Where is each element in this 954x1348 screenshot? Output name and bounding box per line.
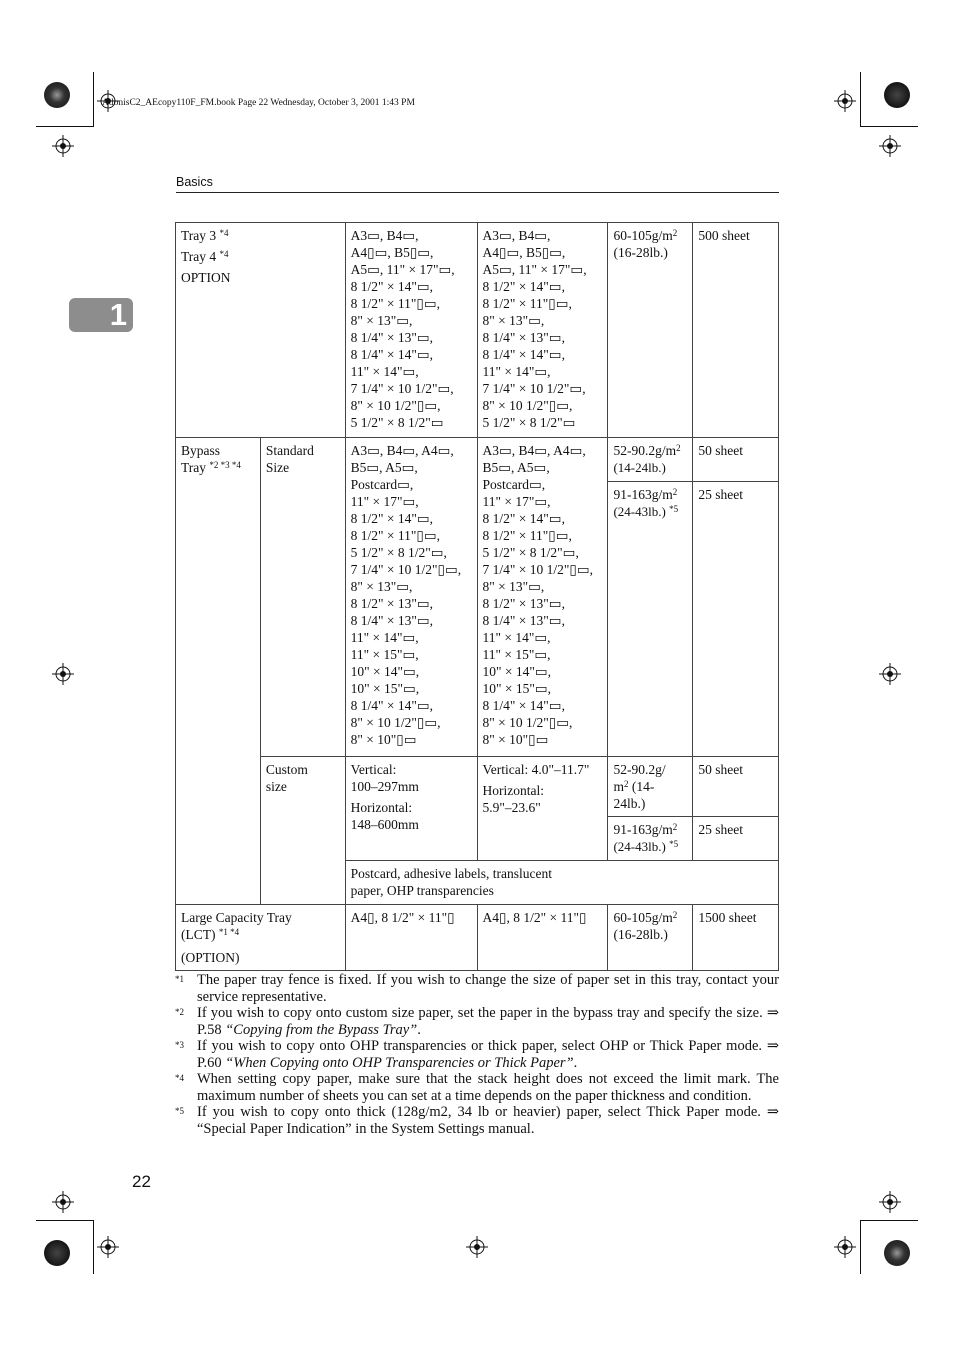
paper-size-item: 11" × 14"▭, (350, 630, 419, 645)
paper-size-item: 8" × 13"▭, (350, 579, 413, 594)
paper-size-item: 8" × 13"▭, (482, 579, 545, 594)
registration-mark-icon (52, 135, 74, 157)
paper-size-item: 8 1/2" × 11"▯▭, (350, 528, 440, 543)
color-target-icon (44, 82, 70, 108)
paper-size-item: 8 1/2" × 14"▭, (482, 511, 565, 526)
paper-size-item: 10" × 14"▭, (350, 664, 420, 679)
paper-size-item: 8 1/4" × 13"▭, (350, 613, 434, 628)
table-row (176, 905, 779, 971)
lct-inch-sizes (477, 905, 608, 971)
bypass-metric-sizes (345, 438, 477, 757)
paper-size-item: B5▭, A5▭, (482, 460, 550, 475)
tray3-label: Tray 3 $^{*4}$ (181, 228, 229, 243)
paper-size-item: 8" × 10 1/2"▯▭, (350, 715, 441, 730)
paper-size-item: 10" × 15"▭, (350, 681, 420, 696)
custom-weight-b: $91-163g/m^2$ (24-43lb.) $^{*5}$ (608, 817, 693, 861)
custom-weight-a: 52-90.2g/ $m^2$ (14- 24lb.) (608, 757, 693, 817)
paper-size-item: 8" × 10"▯▭ (482, 732, 549, 747)
paper-size-item: 11" × 15"▭, (482, 647, 551, 662)
tray4-label: Tray 4 $^{*4}$ (181, 249, 229, 264)
std-weight-b: $91-163g/m^2$ (24-43lb.) $^{*5}$ (608, 482, 693, 757)
registration-mark-icon (834, 1236, 856, 1258)
paper-size-item: 8 1/4" × 14"▭, (350, 347, 434, 362)
footnote: *5 If you wish to copy onto thick (128g/m2, 34 lb or heavier) paper, select Thick Paper mode. ⇒ “Special Paper Indication” in the System Settings manual. (175, 1104, 779, 1137)
registration-mark-icon (879, 663, 901, 685)
std-capacity-b: 25 sheet (693, 482, 779, 757)
tray34-capacity: 500 sheet (693, 223, 779, 438)
paper-size-item: 8" × 10"▯▭ (350, 732, 417, 747)
paper-size-item: A3▭, B4▭, (482, 228, 551, 243)
lct-capacity: 1500 sheet (693, 905, 779, 971)
paper-size-item: 8 1/4" × 13"▭, (482, 613, 565, 628)
footnote: *4 When setting copy paper, make sure that the stack height does not exceed the limit mark. The maximum number of sheets you can set at a time depends on the paper thickness and condition. (175, 1071, 779, 1104)
tray-option-label: OPTION (181, 270, 231, 285)
book-info: AdonisC2_AEcopy110F_FM.book Page 22 Wednesday, October 3, 2001 1:43 PM (102, 98, 415, 108)
paper-size-item: 7 1/4" × 10 1/2"▭, (350, 381, 454, 396)
table-row (176, 438, 779, 482)
paper-size-item: 8" × 13"▭, (482, 313, 545, 328)
paper-size-item: A3▭, B4▭, A4▭, (482, 443, 586, 458)
custom-metric: Vertical: 100–297mm Horizontal: 148–600mm (345, 757, 477, 861)
custom-capacity-a: 50 sheet (693, 757, 779, 817)
paper-spec-table (175, 222, 779, 971)
custom-inch: Vertical: 4.0"–11.7" Horizontal: 5.9"–23.6" (477, 757, 608, 861)
color-target-icon (884, 1240, 910, 1266)
custom-capacity-b: 25 sheet (693, 817, 779, 861)
bypass-label: Bypass Tray $^{*2 *3 *4}$ (176, 438, 261, 905)
paper-size-item: 8" × 13"▭, (350, 313, 413, 328)
paper-size-item: A4▯, 8 1/2" × 11"▯ (482, 910, 587, 925)
tray34-inch-sizes (477, 223, 608, 438)
paper-size-item: 8 1/4" × 14"▭, (350, 698, 434, 713)
tray34-metric-sizes (345, 223, 477, 438)
paper-size-item: 5 1/2" × 8 1/2"▭, (482, 545, 579, 560)
color-target-icon (44, 1240, 70, 1266)
paper-size-item: Postcard▭, (350, 477, 414, 492)
custom-size-label: Custom size (260, 757, 345, 905)
tray34-label (176, 223, 346, 438)
paper-size-item: 8 1/2" × 11"▯▭, (350, 296, 440, 311)
registration-mark-icon (879, 135, 901, 157)
footnote: *1 The paper tray fence is fixed. If you wish to change the size of paper set in this tray, contact your service representative. (175, 972, 779, 1005)
paper-size-item: 10" × 15"▭, (482, 681, 552, 696)
paper-size-item: 8 1/2" × 13"▭, (350, 596, 434, 611)
registration-mark-icon (834, 90, 856, 112)
header-rule (176, 192, 779, 193)
footnote-ref[interactable]: “Copying from the Bypass Tray” (225, 1021, 418, 1038)
paper-size-item: B5▭, A5▭, (350, 460, 418, 475)
footnote: *3 If you wish to copy onto OHP transparencies or thick paper, select OHP or Thick Paper mode. ⇒ P.60 “When Copying onto OHP Transparencies or Thick Paper”. (175, 1038, 779, 1071)
paper-size-item: 5 1/2" × 8 1/2"▭ (482, 415, 576, 430)
paper-size-item: 11" × 14"▭, (350, 364, 419, 379)
lct-label: Large Capacity Tray (LCT) $^{*1 *4}$ (OPTION) (176, 905, 346, 971)
paper-size-item: 8 1/4" × 14"▭, (482, 347, 565, 362)
paper-size-item: 7 1/4" × 10 1/2"▯▭, (482, 562, 593, 577)
paper-size-item: 8" × 10 1/2"▯▭, (482, 715, 573, 730)
bypass-paper-types: Postcard, adhesive labels, translucent paper, OHP transparencies (345, 861, 778, 905)
page-number: 22 (132, 1172, 151, 1191)
registration-mark-icon (52, 1191, 74, 1213)
footnote-ref[interactable]: “When Copying onto OHP Transparencies or Thick Paper” (225, 1054, 574, 1071)
table-row (176, 757, 779, 817)
paper-size-item: 11" × 17"▭, (350, 494, 419, 509)
footnotes (175, 972, 779, 1137)
registration-mark-icon (879, 1191, 901, 1213)
paper-size-item: 8 1/2" × 13"▭, (482, 596, 565, 611)
footnote: *2 If you wish to copy onto custom size paper, set the paper in the bypass tray and specify the size. ⇒ P.58 “Copying from the Bypass Tray”. (175, 1005, 779, 1038)
paper-size-item: 5 1/2" × 8 1/2"▭ (350, 415, 444, 430)
paper-size-item: 11" × 17"▭, (482, 494, 551, 509)
paper-size-item: A5▭, 11" × 17"▭, (350, 262, 455, 277)
paper-size-item: 8" × 10 1/2"▯▭, (482, 398, 573, 413)
paper-size-item: 7 1/4" × 10 1/2"▭, (482, 381, 586, 396)
registration-mark-icon (97, 1236, 119, 1258)
paper-size-item: 5 1/2" × 8 1/2"▭, (350, 545, 447, 560)
lct-weight: $60-105g/m^2$ (16-28lb.) (608, 905, 693, 971)
paper-size-item: A3▭, B4▭, (350, 228, 419, 243)
section-title: Basics (176, 175, 213, 189)
chapter-tab: 1 (69, 298, 133, 332)
paper-size-item: 8 1/2" × 11"▯▭, (482, 528, 572, 543)
std-capacity-a: 50 sheet (693, 438, 779, 482)
paper-size-item: 11" × 15"▭, (350, 647, 419, 662)
paper-size-item: A4▯▭, B5▯▭, (350, 245, 434, 260)
lct-metric-sizes (345, 905, 477, 971)
registration-mark-icon (466, 1236, 488, 1258)
paper-size-item: Postcard▭, (482, 477, 546, 492)
paper-size-item: 11" × 14"▭, (482, 630, 551, 645)
paper-size-item: 8 1/2" × 14"▭, (350, 511, 434, 526)
paper-size-item: A4▯, 8 1/2" × 11"▯ (350, 910, 455, 925)
tray34-weight: $60-105g/m^2$ (16-28lb.) (608, 223, 693, 438)
standard-size-label: Standard Size (260, 438, 345, 757)
table-row (176, 223, 779, 438)
registration-mark-icon (52, 663, 74, 685)
paper-size-item: 8 1/4" × 13"▭, (482, 330, 565, 345)
paper-size-item: 8 1/2" × 14"▭, (482, 279, 565, 294)
paper-size-item: 11" × 14"▭, (482, 364, 551, 379)
bypass-inch-sizes (477, 438, 608, 757)
paper-size-item: 8 1/4" × 13"▭, (350, 330, 434, 345)
paper-size-item: 8" × 10 1/2"▯▭, (350, 398, 441, 413)
color-target-icon (884, 82, 910, 108)
paper-size-item: A3▭, B4▭, A4▭, (350, 443, 454, 458)
paper-size-item: A4▯▭, B5▯▭, (482, 245, 566, 260)
std-weight-a: $52-90.2g/m^2$ (14-24lb.) (608, 438, 693, 482)
paper-size-item: 8 1/2" × 14"▭, (350, 279, 434, 294)
paper-size-item: A5▭, 11" × 17"▭, (482, 262, 587, 277)
paper-size-item: 8 1/4" × 14"▭, (482, 698, 565, 713)
paper-size-item: 10" × 14"▭, (482, 664, 552, 679)
paper-size-item: 7 1/4" × 10 1/2"▯▭, (350, 562, 462, 577)
paper-size-item: 8 1/2" × 11"▯▭, (482, 296, 572, 311)
